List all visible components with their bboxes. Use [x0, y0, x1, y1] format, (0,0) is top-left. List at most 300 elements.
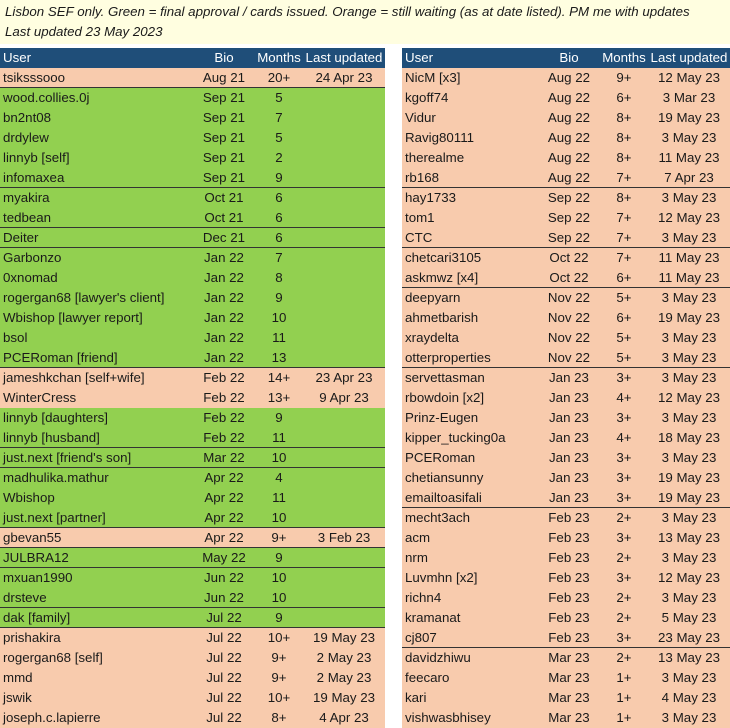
table-row[interactable]: [402, 388, 730, 408]
cell-months: 7: [275, 110, 283, 125]
cell-user: xraydelta: [405, 330, 459, 345]
table-row[interactable]: [402, 608, 730, 628]
table-row[interactable]: [402, 708, 730, 728]
cell-months: 8+: [616, 190, 632, 205]
cell-last-updated: 7 Apr 23: [664, 169, 714, 185]
cell-bio: Oct 22: [549, 269, 589, 285]
cell-last-updated: 19 May 23: [657, 470, 721, 485]
cell-months: 10: [271, 509, 287, 525]
cell-user: mmd: [3, 670, 33, 685]
cell-bio: Oct 21: [204, 209, 244, 225]
table-row[interactable]: [0, 268, 385, 288]
cell-bio: Jan 23: [549, 450, 589, 465]
cell-last-updated: 11 May 23: [658, 269, 720, 285]
cell-bio: Feb 22: [203, 390, 245, 405]
cell-bio: Aug 21: [202, 69, 246, 85]
cell-user: ahmetbarish: [405, 310, 479, 325]
cell-last-updated: 19 May 23: [312, 630, 376, 645]
cell-user: nrm: [405, 550, 428, 565]
cell-bio: Jul 22: [206, 690, 242, 705]
cell-bio: Jul 22: [206, 710, 242, 725]
cell-months: 9+: [271, 650, 287, 665]
table-row[interactable]: [402, 548, 730, 568]
cell-user: linnyb [self]: [3, 150, 70, 165]
cell-user: drsteve: [3, 589, 47, 605]
cell-months: 9+: [271, 529, 287, 545]
cell-bio: Mar 22: [203, 449, 245, 465]
table-row[interactable]: [0, 568, 385, 588]
cell-user: mxuan1990: [3, 570, 73, 585]
cell-bio: Nov 22: [547, 330, 591, 345]
cell-months: 9+: [271, 670, 287, 685]
table-row[interactable]: [0, 228, 385, 248]
table-row[interactable]: [0, 508, 385, 528]
cell-bio: Jan 23: [549, 430, 589, 445]
cell-bio: Apr 22: [204, 470, 244, 485]
cell-months: 6: [275, 229, 283, 245]
cell-last-updated: 3 May 23: [661, 349, 717, 365]
cell-last-updated: 3 May 23: [661, 410, 717, 425]
cell-user: Vidur: [405, 110, 436, 125]
cell-last-updated: 19 May 23: [657, 489, 721, 505]
cell-user: Luvmhn [x2]: [405, 570, 478, 585]
cell-bio: Jul 22: [206, 609, 242, 625]
cell-bio: Feb 23: [548, 570, 590, 585]
cell-bio: Oct 22: [549, 250, 589, 265]
cell-user: jameshkchan [self+wife]: [3, 370, 145, 385]
cell-user: emailtoasifali: [405, 489, 482, 505]
cell-bio: Jun 22: [204, 589, 244, 605]
cell-bio: Mar 23: [548, 690, 590, 705]
cell-last-updated: 3 May 23: [661, 710, 717, 725]
table-row[interactable]: [0, 388, 385, 408]
cell-last-updated: 19 May 23: [657, 310, 721, 325]
cell-last-updated: 2 May 23: [316, 650, 372, 665]
cell-user: kgoff74: [405, 90, 449, 105]
banner-last-updated: Last updated 23 May 2023: [5, 24, 163, 39]
table-row[interactable]: [402, 268, 730, 288]
cell-bio: Aug 22: [547, 70, 591, 85]
cell-user: cj807: [405, 629, 437, 645]
cell-months: 2+: [616, 650, 632, 665]
right-table: [402, 48, 730, 728]
right-table-body: [402, 68, 730, 728]
cell-user: Prinz-Eugen: [405, 410, 479, 425]
cell-last-updated: 13 May 23: [657, 530, 721, 545]
cell-user: Wbishop [lawyer report]: [3, 310, 143, 325]
cell-bio: Sep 21: [202, 130, 246, 145]
table-row[interactable]: [0, 328, 385, 348]
banner-legend-text: Lisbon SEF only. Green = final approval / cards issued. Orange = still waiting (as at date listed). PM me with updates: [5, 4, 690, 19]
cell-bio: Jul 22: [206, 650, 242, 665]
table-row[interactable]: [0, 448, 385, 468]
table-row[interactable]: [0, 468, 385, 488]
cell-user: feecaro: [405, 670, 450, 685]
cell-bio: Mar 23: [548, 670, 590, 685]
table-row[interactable]: [402, 688, 730, 708]
header-months[interactable]: Months: [602, 50, 646, 65]
table-row[interactable]: [402, 168, 730, 188]
cell-last-updated: 3 Mar 23: [662, 90, 716, 105]
cell-bio: Sep 21: [202, 90, 246, 105]
cell-user: joseph.c.lapierre: [3, 710, 101, 725]
cell-months: 9: [275, 169, 283, 185]
cell-last-updated: 19 May 23: [657, 110, 721, 125]
table-row[interactable]: [402, 428, 730, 448]
cell-bio: Jan 23: [549, 390, 589, 405]
cell-months: 3+: [616, 450, 632, 465]
cell-months: 14+: [267, 370, 291, 385]
table-row[interactable]: [0, 488, 385, 508]
cell-user: bn2nt08: [3, 110, 52, 125]
cell-user: WinterCress: [3, 390, 77, 405]
cell-bio: Feb 23: [548, 550, 590, 565]
cell-user: kari: [405, 690, 427, 705]
cell-user: rogergan68 [self]: [3, 650, 103, 665]
cell-user: chetcari3105: [405, 250, 482, 265]
cell-bio: Nov 22: [547, 349, 591, 365]
cell-user: just.next [friend's son]: [3, 449, 132, 465]
header-user[interactable]: User: [405, 50, 434, 65]
cell-last-updated: 3 Feb 23: [317, 529, 371, 545]
table-row[interactable]: [0, 548, 385, 568]
cell-user: wood.collies.0j: [3, 90, 90, 105]
cell-bio: Aug 22: [547, 150, 591, 165]
cell-months: 9+: [616, 70, 632, 85]
cell-bio: Jul 22: [206, 670, 242, 685]
cell-user: Garbonzo: [3, 250, 62, 265]
table-row[interactable]: [402, 68, 730, 88]
cell-last-updated: 19 May 23: [312, 690, 376, 705]
cell-months: 4+: [616, 390, 632, 405]
table-row[interactable]: [402, 108, 730, 128]
table-row[interactable]: [0, 188, 385, 208]
cell-months: 3+: [616, 530, 632, 545]
cell-bio: Apr 22: [204, 529, 244, 545]
table-row[interactable]: [402, 148, 730, 168]
table-row[interactable]: [0, 148, 385, 168]
table-row[interactable]: [402, 248, 730, 268]
table-row[interactable]: [402, 408, 730, 428]
cell-user: bsol: [3, 330, 28, 345]
cell-bio: Jan 23: [549, 489, 589, 505]
table-row[interactable]: [402, 488, 730, 508]
cell-user: rbowdoin [x2]: [405, 390, 485, 405]
cell-months: 6: [275, 209, 283, 225]
cell-user: linnyb [husband]: [3, 429, 100, 445]
cell-bio: Feb 22: [203, 370, 245, 385]
cell-last-updated: 5 May 23: [661, 610, 717, 625]
cell-months: 3+: [616, 370, 632, 385]
cell-months: 11: [272, 490, 286, 505]
cell-user: tsiksssooo: [3, 69, 66, 85]
cell-last-updated: 2 May 23: [316, 670, 372, 685]
cell-user: chetiansunny: [405, 470, 484, 485]
table-row[interactable]: [0, 688, 385, 708]
cell-months: 6+: [616, 310, 632, 325]
cell-user: PCERoman [friend]: [3, 349, 118, 365]
table-row[interactable]: [402, 308, 730, 328]
table-row[interactable]: [0, 208, 385, 228]
cell-last-updated: 12 May 23: [657, 210, 721, 225]
cell-user: linnyb [daughters]: [3, 410, 108, 425]
cell-months: 6: [275, 190, 283, 205]
table-row[interactable]: [402, 468, 730, 488]
table-row[interactable]: [0, 608, 385, 628]
cell-last-updated: 3 May 23: [661, 450, 717, 465]
cell-user: NicM [x3]: [405, 70, 461, 85]
table-row[interactable]: [0, 348, 385, 368]
cell-months: 6+: [616, 269, 632, 285]
cell-user: acm: [405, 530, 431, 545]
table-row[interactable]: [0, 428, 385, 448]
table-row[interactable]: [0, 628, 385, 648]
table-row[interactable]: [0, 88, 385, 108]
cell-last-updated: 3 May 23: [661, 290, 717, 305]
cell-user: deepyarn: [405, 290, 461, 305]
header-bio[interactable]: Bio: [214, 50, 234, 65]
header-last-updated[interactable]: Last updated: [650, 50, 728, 65]
cell-months: 10+: [267, 630, 291, 645]
cell-user: jswik: [3, 690, 32, 705]
cell-months: 8+: [271, 710, 287, 725]
cell-months: 3+: [616, 629, 632, 645]
table-row[interactable]: [402, 128, 730, 148]
table-row[interactable]: [0, 648, 385, 668]
table-row[interactable]: [402, 568, 730, 588]
cell-user: Deiter: [3, 229, 39, 245]
table-row[interactable]: [402, 668, 730, 688]
cell-months: 10: [271, 310, 287, 325]
cell-bio: Feb 23: [548, 629, 590, 645]
table-row[interactable]: [0, 528, 385, 548]
cell-last-updated: 11 May 23: [658, 150, 720, 165]
cell-user: madhulika.mathur: [3, 470, 109, 485]
cell-last-updated: 9 Apr 23: [319, 390, 369, 405]
cell-last-updated: 12 May 23: [657, 570, 721, 585]
table-row[interactable]: [0, 288, 385, 308]
cell-last-updated: 3 May 23: [661, 670, 717, 685]
table-row[interactable]: [402, 508, 730, 528]
cell-months: 10: [271, 589, 287, 605]
cell-last-updated: 3 May 23: [661, 550, 717, 565]
cell-last-updated: 3 May 23: [661, 229, 717, 245]
table-row[interactable]: [402, 88, 730, 108]
cell-months: 10: [271, 570, 287, 585]
cell-months: 4: [275, 470, 283, 485]
table-row[interactable]: [402, 448, 730, 468]
cell-user: Ravig80111: [405, 130, 474, 145]
cell-last-updated: 23 Apr 23: [315, 370, 373, 385]
cell-months: 13: [271, 349, 287, 365]
cell-bio: Sep 22: [547, 210, 591, 225]
cell-months: 9: [275, 410, 283, 425]
left-table-header: [0, 48, 385, 68]
table-row[interactable]: [0, 368, 385, 388]
cell-bio: Feb 23: [548, 610, 590, 625]
cell-months: 8: [275, 270, 283, 285]
cell-user: hay1733: [405, 190, 457, 205]
cell-months: 10+: [267, 690, 291, 705]
cell-last-updated: 24 Apr 23: [315, 69, 373, 85]
cell-bio: Aug 22: [547, 169, 591, 185]
cell-bio: Jun 22: [204, 570, 244, 585]
cell-bio: Mar 23: [548, 710, 590, 725]
cell-user: mecht3ach: [405, 510, 471, 525]
cell-user: kipper_tucking0a: [405, 430, 506, 445]
cell-user: kramanat: [405, 610, 461, 625]
cell-months: 11: [272, 330, 286, 345]
cell-bio: Jan 23: [549, 410, 589, 425]
cell-last-updated: 13 May 23: [657, 650, 721, 665]
cell-user: therealme: [405, 150, 465, 165]
cell-user: tedbean: [3, 209, 52, 225]
cell-months: 5+: [616, 290, 632, 305]
table-row[interactable]: [0, 68, 385, 88]
cell-bio: Sep 21: [202, 169, 246, 185]
cell-last-updated: 4 Apr 23: [319, 710, 369, 725]
cell-user: PCERoman: [405, 450, 476, 465]
header-months[interactable]: Months: [257, 50, 301, 65]
cell-user: prishakira: [3, 630, 61, 645]
cell-months: 2: [275, 150, 283, 165]
cell-bio: Feb 22: [203, 410, 245, 425]
cell-user: richn4: [405, 590, 442, 605]
cell-bio: Aug 22: [547, 130, 591, 145]
cell-months: 7+: [616, 210, 632, 225]
cell-months: 1+: [616, 690, 632, 705]
cell-bio: Apr 22: [204, 509, 244, 525]
header-user[interactable]: User: [3, 50, 32, 65]
cell-bio: Jan 22: [204, 330, 244, 345]
table-row[interactable]: [402, 528, 730, 548]
left-table: [0, 48, 385, 728]
table-row[interactable]: [0, 108, 385, 128]
table-row[interactable]: [402, 328, 730, 348]
cell-months: 3+: [616, 570, 632, 585]
cell-user: JULBRA12: [3, 549, 69, 565]
table-row[interactable]: [0, 408, 385, 428]
info-banner: [0, 0, 730, 44]
cell-months: 8+: [616, 130, 632, 145]
cell-bio: Aug 22: [547, 110, 591, 125]
table-row[interactable]: [0, 588, 385, 608]
cell-user: infomaxea: [3, 169, 65, 185]
cell-bio: Jan 22: [204, 290, 244, 305]
cell-user: myakira: [3, 190, 50, 205]
table-row[interactable]: [0, 708, 385, 728]
cell-bio: Nov 22: [547, 290, 591, 305]
cell-user: Wbishop: [3, 490, 55, 505]
cell-bio: Jan 22: [204, 270, 244, 285]
cell-months: 2+: [616, 610, 632, 625]
cell-bio: Sep 22: [547, 190, 591, 205]
cell-user: drdylew: [3, 130, 49, 145]
cell-user: gbevan55: [3, 529, 62, 545]
cell-months: 5: [275, 90, 283, 105]
cell-months: 1+: [616, 710, 632, 725]
cell-bio: May 22: [202, 549, 246, 565]
table-row[interactable]: [402, 648, 730, 668]
cell-last-updated: 11 May 23: [658, 250, 720, 265]
cell-user: askmwz [x4]: [405, 269, 479, 285]
table-row[interactable]: [0, 168, 385, 188]
cell-months: 5: [275, 130, 283, 145]
cell-months: 4+: [616, 430, 632, 445]
table-row[interactable]: [0, 248, 385, 268]
table-row[interactable]: [402, 368, 730, 388]
cell-months: 9: [275, 290, 283, 305]
cell-last-updated: 3 May 23: [661, 370, 717, 385]
cell-last-updated: 3 May 23: [661, 510, 717, 525]
cell-bio: Jul 22: [206, 630, 242, 645]
cell-user: servettasman: [405, 370, 485, 385]
cell-user: vishwasbhisey: [405, 710, 491, 725]
table-row[interactable]: [0, 128, 385, 148]
cell-months: 7+: [616, 169, 632, 185]
table-row[interactable]: [402, 208, 730, 228]
cell-user: otterproperties: [405, 349, 491, 365]
cell-last-updated: 12 May 23: [657, 390, 721, 405]
table-row[interactable]: [402, 288, 730, 308]
cell-bio: Sep 21: [202, 150, 246, 165]
cell-last-updated: 3 May 23: [661, 190, 717, 205]
cell-bio: Jan 22: [204, 310, 244, 325]
cell-last-updated: 3 May 23: [661, 330, 717, 345]
table-row[interactable]: [402, 348, 730, 368]
cell-months: 2+: [616, 590, 632, 605]
left-table-body: [0, 68, 385, 728]
cell-user: dak [family]: [3, 609, 71, 625]
cell-bio: Jan 22: [204, 349, 244, 365]
cell-bio: Sep 21: [202, 110, 246, 125]
cell-bio: Feb 23: [548, 530, 590, 545]
header-bio[interactable]: Bio: [559, 50, 579, 65]
table-row[interactable]: [402, 628, 730, 648]
cell-bio: Nov 22: [547, 310, 591, 325]
cell-months: 3+: [616, 410, 632, 425]
cell-bio: Mar 23: [548, 650, 590, 665]
cell-bio: Oct 21: [204, 190, 244, 205]
cell-months: 7+: [616, 229, 632, 245]
cell-months: 7: [275, 250, 283, 265]
cell-bio: Feb 23: [548, 590, 590, 605]
cell-user: just.next [partner]: [3, 509, 106, 525]
cell-months: 6+: [616, 90, 632, 105]
cell-months: 8+: [616, 110, 632, 125]
table-row[interactable]: [402, 188, 730, 208]
cell-bio: Dec 21: [202, 229, 246, 245]
cell-bio: Feb 23: [548, 510, 590, 525]
cell-months: 2+: [616, 510, 632, 525]
cell-months: 3+: [616, 470, 632, 485]
cell-bio: Jan 23: [549, 370, 589, 385]
table-row[interactable]: [0, 308, 385, 328]
table-row[interactable]: [402, 228, 730, 248]
cell-last-updated: 23 May 23: [657, 629, 721, 645]
table-row[interactable]: [0, 668, 385, 688]
cell-user: 0xnomad: [3, 270, 58, 285]
header-last-updated[interactable]: Last updated: [305, 50, 383, 65]
table-row[interactable]: [402, 588, 730, 608]
cell-bio: Jan 22: [204, 250, 244, 265]
cell-months: 10: [271, 449, 287, 465]
cell-months: 20+: [267, 69, 291, 85]
cell-bio: Apr 22: [204, 490, 244, 505]
cell-months: 9: [275, 609, 283, 625]
cell-months: 13+: [267, 390, 291, 405]
cell-months: 7+: [616, 250, 632, 265]
